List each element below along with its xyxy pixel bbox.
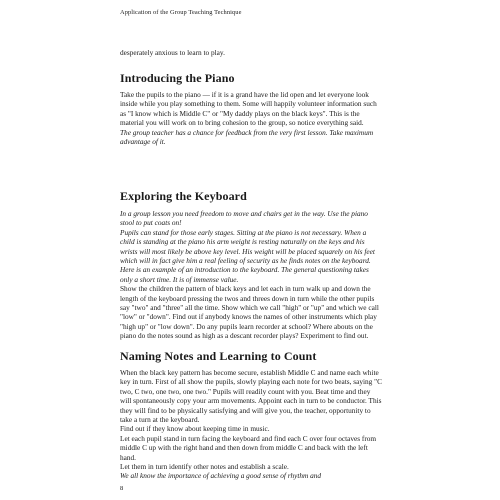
paragraph-italic: Pupils can stand for those early stages. Sitting at the piano is not necessary. When a child is standing at the piano his arm weight is resting naturally on the keys and his wrists will most likely be above key level. His weight will be placed squarely on his feet which will in fact give him a real feeling of security as he finds notes on the keyboard. [120,227,375,266]
section-heading-keyboard [120,189,382,203]
paragraph: When the black key pattern has become secure, establish Middle C and name each white key in turn. First of all show the pupils, slowly playing each note for two beats, saying "C two, C two, one two, one two." Pupils will readily count with you. Beat time and they will spontaneously copy your arm movements. Appoint each in turn to be conductor. This they will find to be physically satisfying and will give you, the teacher, opportunity to take a turn at the keyboard. [120,368,382,425]
paragraph: Let each pupil stand in turn facing the keyboard and find each C over four octaves from middle C up with the right hand and then down from middle C and back with the left hand. [120,433,377,462]
section-body-naming [120,368,382,481]
section-heading-naming [120,349,382,363]
paragraph-italic: The group teacher has a chance for feedback from the very first lesson. Take maximum advantage of it. [120,127,374,147]
heading-exploring-the-keyboard: Exploring the Keyboard [120,189,247,203]
page-number: 8 [120,485,124,492]
paragraph: Let them in turn identify other notes and establish a scale. [120,462,289,472]
section-body-keyboard [120,209,382,341]
running-head: Application of the Group Teaching Technique [120,9,242,16]
paragraph: Show the children the pattern of black keys and let each in turn walk up and down the length of the keyboard pressing the twos and threes down in turn while the other pupils say "two" and "three" all the time. Show which we call "high" or "up" and which we call "low" or "down". Find out if anybody knows the names of other instruments which play "high up" or "low down". Do any pupils learn recorder at school? Where abouts on the piano do the notes sound as high as a descant recorder plays? Experiment to find out. [120,284,379,341]
paragraph-italic: In a group lesson you need freedom to move and chairs get in the way. Use the piano stool to put coats on! [120,209,368,228]
intro-line [120,48,382,57]
heading-naming-notes: Naming Notes and Learning to Count [120,349,317,363]
section-body-piano [120,90,382,146]
paragraph-italic: Here is an example of an introduction to the keyboard. The general questioning takes only a short time. It is of immense value. [120,265,369,284]
paragraph: Find out if they know about keeping time in music. [120,424,270,434]
intro-text: desperately anxious to learn to play. [120,48,225,57]
paragraph-italic: We all know the importance of achieving a good sense of rhythm and [120,471,322,481]
paragraph: Take the pupils to the piano — if it is a grand have the lid open and let everyone look inside while you play something to them. Some will happily volunteer information such as "I know which is Middle C" or "My daddy plays on the black keys". This is the material you will work on to bring cohesion to the group, so notice everything said. [120,90,377,128]
heading-introducing-the-piano: Introducing the Piano [120,71,235,85]
section-heading-piano [120,71,382,85]
